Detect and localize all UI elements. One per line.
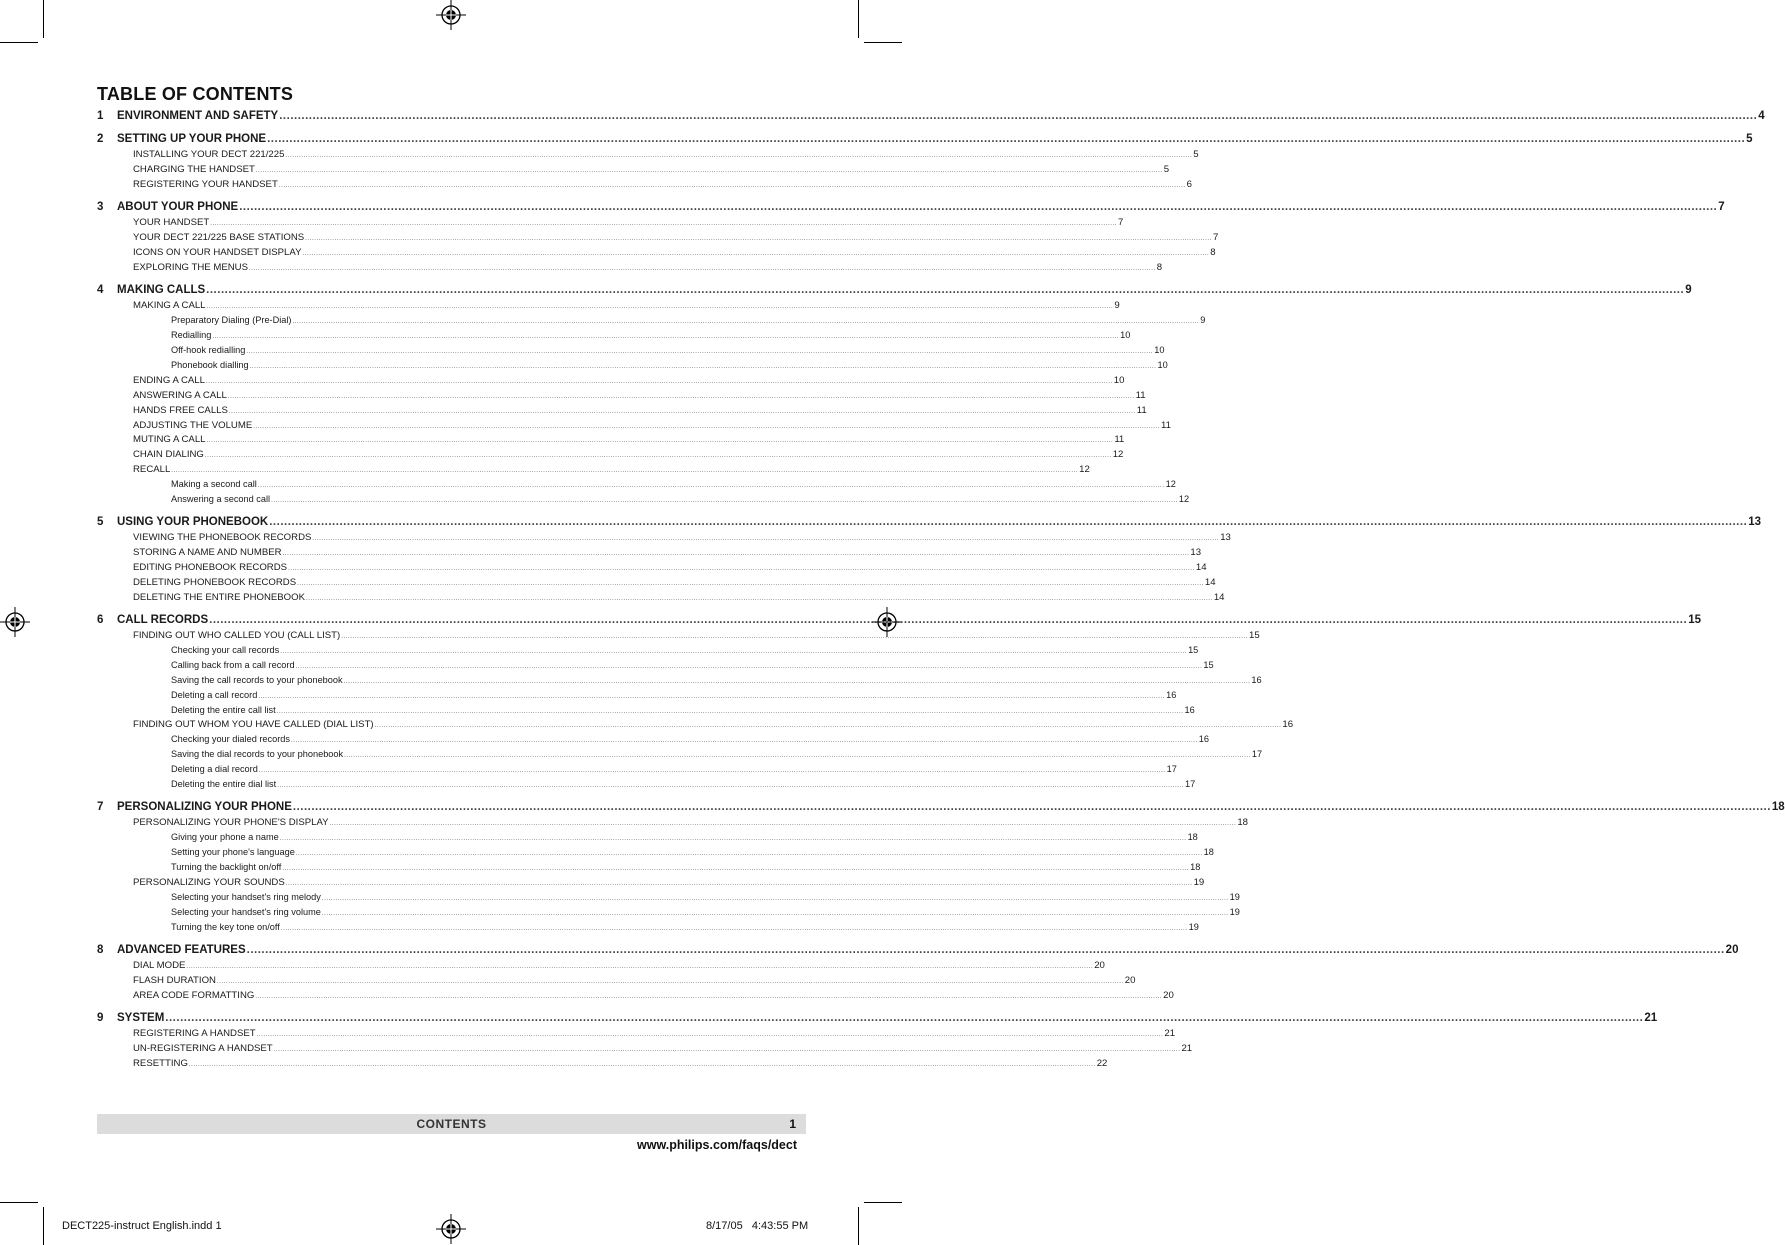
toc-entry-title: INSTALLING YOUR DECT 221/225 [133,149,285,161]
dot-leader: ................................................................................................................................................................................................................................................................................................................................................................................................................ [171,468,1079,475]
toc-entry-title [97,133,266,145]
toc-page-number: 13 [1748,516,1762,529]
dot-leader: ................................................................................................................................................................................................................................................................................................................................................................................................................ [295,851,1203,858]
toc-entry [97,434,1125,449]
toc-entry-title: Checking your dialed records [171,734,290,745]
toc-entry-title: STORING A NAME AND NUMBER [133,547,282,559]
toc-section-number: 3 [97,201,104,214]
dot-leader: ................................................................................................................................................................................................................................................................................................................................................................................................................ [188,1061,1096,1068]
toc-section-entry [97,801,1785,817]
toc-section-title: PERSONALIZING YOUR PHONE [117,801,292,814]
toc-entry-title: Deleting the entire call list [171,704,276,715]
toc-page-number: 15 [1688,614,1701,627]
toc-section-number: 2 [97,133,104,146]
dot-leader: ................................................................................................................................................................................................................................................................................................................................................................................................................ [239,201,1718,214]
toc-entry-title [97,1012,164,1024]
toc-entry [97,1042,1193,1058]
toc-subentry [97,645,1199,660]
toc-page-number: 12 [1165,479,1176,490]
toc-page-number: 10 [1120,330,1131,341]
toc-entry-title: CHAIN DIALING [133,449,204,461]
toc-page-number: 12 [1112,449,1124,461]
crop-mark [43,1207,44,1245]
toc-page-number: 18 [1203,847,1214,858]
crop-mark [0,42,38,43]
crop-mark [864,1202,902,1203]
toc-entry [97,719,1294,734]
table-of-contents [97,110,1785,1073]
toc-entry [97,1057,1108,1073]
dot-leader: ................................................................................................................................................................................................................................................................................................................................................................................................................ [249,363,1157,370]
toc-entry-title: MAKING A CALL [133,300,206,312]
toc-entry-title [97,284,205,296]
toc-page-number: 9 [1685,284,1692,297]
dot-leader: ................................................................................................................................................................................................................................................................................................................................................................................................................ [292,319,1200,326]
toc-entry-title [97,201,238,213]
dot-leader: ................................................................................................................................................................................................................................................................................................................................................................................................................ [341,634,1248,641]
toc-entry-title: VIEWING THE PHONEBOOK RECORDS [133,532,312,544]
toc-entry-title: Saving the dial records to your phonebook [171,749,344,760]
dot-leader: ................................................................................................................................................................................................................................................................................................................................................................................................................ [212,334,1120,341]
toc-section-entry [97,133,1753,149]
crop-mark [864,42,902,43]
crop-mark [43,0,44,38]
toc-subentry [97,493,1190,509]
toc-entry-title: CHARGING THE HANDSET [133,164,255,176]
toc-entry-title: Deleting a dial record [171,764,258,775]
toc-entry-title: ANSWERING A CALL [133,389,227,401]
dot-leader: ................................................................................................................................................................................................................................................................................................................................................................................................................ [279,836,1187,843]
toc-entry-title: Calling back from a call record [171,659,295,670]
toc-section-title: ABOUT YOUR PHONE [117,201,239,214]
toc-entry [97,374,1125,390]
dot-leader: ................................................................................................................................................................................................................................................................................................................................................................................................................ [312,536,1220,543]
toc-entry-title: YOUR DECT 221/225 BASE STATIONS [133,232,305,244]
toc-entry-title [97,801,292,813]
toc-subentry [97,315,1206,330]
toc-entry [97,989,1174,1005]
toc-entry-title: Selecting your handset's ring melody [171,891,321,902]
slug-timestamp: 8/17/05 4:43:55 PM [706,1220,809,1232]
toc-entry [97,591,1225,607]
toc-page-number: 18 [1190,861,1201,872]
section-gap [97,794,783,801]
dot-leader: ................................................................................................................................................................................................................................................................................................................................................................................................................ [246,943,1725,956]
dot-leader: ................................................................................................................................................................................................................................................................................................................................................................................................................ [279,110,1758,122]
dot-leader: ................................................................................................................................................................................................................................................................................................................................................................................................................ [253,423,1161,430]
toc-entry-title: RECALL [133,464,171,476]
toc-section-title: USING YOUR PHONEBOOK [117,516,269,529]
toc-entry [97,247,1216,262]
toc-entry-title: DELETING THE ENTIRE PHONEBOOK [133,591,306,603]
toc-entry [97,419,1171,435]
toc-entry [97,974,1136,990]
toc-subentry [97,734,1210,749]
footer-page-number: 1 [789,1117,796,1131]
dot-leader: ................................................................................................................................................................................................................................................................................................................................................................................................................ [257,483,1165,490]
toc-subentry [97,764,1177,779]
dot-leader: ................................................................................................................................................................................................................................................................................................................................................................................................................ [206,438,1114,445]
dot-leader: ................................................................................................................................................................................................................................................................................................................................................................................................................ [344,753,1251,760]
toc-entry-title [97,110,278,122]
dot-leader: ................................................................................................................................................................................................................................................................................................................................................................................................................ [288,566,1195,573]
toc-entry-title: REGISTERING A HANDSET [133,1027,256,1039]
toc-page-number: 5 [1193,149,1199,161]
toc-entry-title: Answering a second call [171,493,271,504]
dot-leader: ................................................................................................................................................................................................................................................................................................................................................................................................................ [297,580,1204,587]
toc-entry-title: Giving your phone a name [171,832,279,843]
toc-page-number: 19 [1229,906,1240,917]
dot-leader: ................................................................................................................................................................................................................................................................................................................................................................................................................ [204,453,1112,460]
toc-entry-title: Setting your phone's language [171,847,295,858]
toc-page-number: 11 [1135,389,1146,401]
toc-entry-title [97,614,208,626]
dot-leader: ................................................................................................................................................................................................................................................................................................................................................................................................................ [210,221,1118,228]
footer-bar [97,1114,806,1134]
toc-entry-title: ENDING A CALL [133,374,205,386]
toc-page-number: 12 [1178,493,1190,504]
toc-page-number: 17 [1185,779,1196,790]
dot-leader: ................................................................................................................................................................................................................................................................................................................................................................................................................ [186,963,1094,970]
footer-section-label: CONTENTS [416,1117,487,1131]
toc-entry [97,876,1205,892]
toc-page-number: 20 [1124,974,1136,986]
slug-filename: DECT225-instruct English.indd 1 [62,1220,222,1232]
crop-mark [0,1202,38,1203]
toc-page-number: 12 [1079,464,1090,476]
toc-page-number: 10 [1113,374,1125,386]
toc-section-title: SYSTEM [117,1011,165,1024]
dot-leader: ................................................................................................................................................................................................................................................................................................................................................................................................................ [255,993,1163,1000]
dot-leader: ................................................................................................................................................................................................................................................................................................................................................................................................................ [269,516,1748,529]
toc-page-number: 16 [1184,704,1195,715]
toc-entry [97,300,1120,315]
footer-url: www.philips.com/faqs/dect [637,1138,797,1152]
dot-leader: ................................................................................................................................................................................................................................................................................................................................................................................................................ [302,251,1210,258]
toc-section-number: 9 [97,1011,104,1024]
dot-leader: ................................................................................................................................................................................................................................................................................................................................................................................................................ [295,663,1203,670]
toc-entry-title: DIAL MODE [133,959,186,971]
dot-leader: ................................................................................................................................................................................................................................................................................................................................................................................................................ [276,708,1184,715]
section-gap [97,936,783,943]
toc-entry [97,179,1192,194]
toc-page-number: 11 [1161,419,1171,431]
toc-section-title: SETTING UP YOUR PHONE [117,133,267,146]
toc-section-entry [97,284,1692,300]
toc-entry-title: FINDING OUT WHOM YOU HAVE CALLED (DIAL LIST) [133,719,374,731]
toc-subentry [97,359,1168,375]
toc-page-number: 20 [1094,959,1105,971]
dot-leader: ................................................................................................................................................................................................................................................................................................................................................................................................................ [216,978,1124,985]
toc-subentry [97,674,1262,690]
toc-page-number: 14 [1195,562,1207,574]
toc-page-number: 14 [1213,591,1225,603]
toc-entry [97,817,1249,832]
toc-section-entry [97,614,1701,630]
toc-subentry [97,659,1214,675]
dot-leader: ................................................................................................................................................................................................................................................................................................................................................................................................................ [258,693,1166,700]
toc-entry [97,389,1146,405]
toc-subentry [97,704,1195,720]
toc-entry [97,232,1219,247]
toc-subentry [97,847,1214,862]
toc-page-number: 9 [1114,300,1120,312]
toc-page-number: 19 [1188,921,1199,932]
dot-leader: ................................................................................................................................................................................................................................................................................................................................................................................................................ [280,925,1188,932]
dot-leader: ................................................................................................................................................................................................................................................................................................................................................................................................................ [246,349,1154,356]
toc-page-number: 20 [1163,989,1174,1001]
dot-leader: ................................................................................................................................................................................................................................................................................................................................................................................................................ [256,1031,1164,1038]
toc-entry [97,630,1260,645]
toc-page-number: 21 [1164,1027,1176,1039]
toc-section-entry [97,110,1765,126]
toc-subentry [97,345,1165,360]
toc-entry-title: Phonebook dialling [171,359,249,370]
section-gap [97,277,783,284]
toc-entry [97,532,1231,547]
toc-page-number: 15 [1203,659,1214,670]
toc-page-number: 5 [1163,164,1170,176]
toc-page-number: 21 [1644,1011,1658,1024]
dot-leader: ................................................................................................................................................................................................................................................................................................................................................................................................................ [291,738,1198,745]
toc-section-number: 6 [97,614,104,627]
toc-section-number: 1 [97,110,104,122]
dot-leader: ................................................................................................................................................................................................................................................................................................................................................................................................................ [277,783,1185,790]
toc-entry-title [97,944,246,956]
toc-page-number: 18 [1187,832,1198,843]
section-gap [97,607,783,614]
toc-entry-title: HANDS FREE CALLS [133,404,228,416]
toc-page-number: 8 [1210,247,1216,259]
dot-leader: ................................................................................................................................................................................................................................................................................................................................................................................................................ [228,408,1136,415]
toc-page-number: 10 [1157,359,1168,370]
toc-page-number: 17 [1251,749,1263,760]
toc-page-number: 14 [1204,576,1216,588]
page-title: TABLE OF CONTENTS [97,84,294,104]
toc-page-number: 15 [1188,645,1199,655]
toc-entry [97,449,1124,464]
registration-mark-icon [0,607,30,637]
toc-section-title: MAKING CALLS [117,284,206,297]
toc-subentry [97,906,1240,922]
toc-entry-title: Deleting the entire dial list [171,779,277,790]
toc-entry [97,576,1216,592]
section-gap [97,194,783,201]
toc-entry [97,262,1163,277]
toc-section-number: 8 [97,943,104,956]
toc-page-number: 16 [1251,674,1262,685]
toc-section-entry [97,201,1725,217]
toc-entry [97,164,1170,179]
toc-entry-title: ICONS ON YOUR HANDSET DISPLAY [133,247,302,259]
toc-entry-title: Preparatory Dialing (Pre-Dial) [171,315,292,326]
toc-page-number: 9 [1200,315,1206,326]
toc-entry [97,217,1124,232]
toc-page-number: 22 [1096,1057,1108,1069]
toc-entry-title: DELETING PHONEBOOK RECORDS [133,576,297,588]
toc-entry-title: AREA CODE FORMATTING [133,989,255,1001]
toc-entry-title: Selecting your handset's ring volume [171,906,321,917]
dot-leader: ................................................................................................................................................................................................................................................................................................................................................................................................................ [329,821,1237,828]
dot-leader: ................................................................................................................................................................................................................................................................................................................................................................................................................ [292,801,1771,814]
toc-entry [97,1027,1176,1043]
dot-leader: ................................................................................................................................................................................................................................................................................................................................................................................................................ [306,595,1213,602]
dot-leader: ................................................................................................................................................................................................................................................................................................................................................................................................................ [267,133,1746,146]
toc-page-number: 18 [1237,817,1249,829]
toc-section-entry [97,1011,1658,1028]
toc-entry [97,464,1090,479]
dot-leader: ................................................................................................................................................................................................................................................................................................................................................................................................................ [206,304,1114,311]
section-gap [97,509,783,516]
toc-entry-title: Deleting a call record [171,689,258,700]
toc-subentry [97,749,1263,764]
dot-leader: ................................................................................................................................................................................................................................................................................................................................................................................................................ [285,880,1193,887]
toc-entry-title: Making a second call [171,479,257,490]
toc-page-number: 7 [1212,232,1219,244]
toc-entry-title: MUTING A CALL [133,434,206,446]
toc-page-number: 15 [1249,630,1260,642]
toc-section-entry [97,516,1762,532]
toc-page-number: 19 [1229,891,1240,902]
toc-page-number: 8 [1156,262,1163,274]
toc-entry [97,547,1202,562]
crop-mark [858,0,859,38]
dot-leader: ................................................................................................................................................................................................................................................................................................................................................................................................................ [374,723,1282,730]
dot-leader: ................................................................................................................................................................................................................................................................................................................................................................................................................ [280,649,1188,655]
dot-leader: ................................................................................................................................................................................................................................................................................................................................................................................................................ [273,1046,1181,1053]
toc-entry-title: UN-REGISTERING A HANDSET [133,1042,273,1054]
dot-leader: ................................................................................................................................................................................................................................................................................................................................................................................................................ [321,910,1229,917]
toc-page-number: 17 [1166,764,1177,775]
toc-entry-title: Checking your call records [171,645,280,655]
dot-leader: ................................................................................................................................................................................................................................................................................................................................................................................................................ [258,768,1166,775]
toc-page-number: 11 [1114,434,1125,446]
toc-page-number: 13 [1190,547,1202,559]
toc-entry [97,959,1105,975]
toc-entry-title: RESETTING [133,1057,188,1069]
toc-entry [97,149,1199,164]
toc-page-number: 6 [1186,179,1192,191]
toc-section-number: 7 [97,801,104,814]
toc-subentry [97,479,1176,494]
toc-subentry [97,921,1199,937]
registration-mark-icon [436,1214,466,1244]
toc-entry-title: EXPLORING THE MENUS [133,262,248,274]
section-gap [97,126,783,133]
toc-section-title: ENVIRONMENT AND SAFETY [117,110,279,122]
dot-leader: ................................................................................................................................................................................................................................................................................................................................................................................................................ [282,865,1190,872]
dot-leader: ................................................................................................................................................................................................................................................................................................................................................................................................................ [206,284,1685,297]
dot-leader: ................................................................................................................................................................................................................................................................................................................................................................................................................ [227,393,1135,400]
toc-section-title: CALL RECORDS [117,614,209,627]
toc-entry-title: Redialling [171,330,212,341]
toc-page-number: 16 [1198,734,1210,745]
dot-leader: ................................................................................................................................................................................................................................................................................................................................................................................................................ [321,895,1229,902]
dot-leader: ................................................................................................................................................................................................................................................................................................................................................................................................................ [282,551,1190,558]
toc-entry [97,404,1147,420]
crop-mark [858,1207,859,1245]
dot-leader: ................................................................................................................................................................................................................................................................................................................................................................................................................ [255,168,1163,175]
dot-leader: ................................................................................................................................................................................................................................................................................................................................................................................................................ [248,266,1156,273]
toc-entry-title [97,516,268,528]
toc-page-number: 11 [1136,404,1147,416]
toc-entry-title: REGISTERING YOUR HANDSET [133,179,278,191]
toc-entry [97,562,1207,577]
toc-entry-title: Turning the key tone on/off [171,921,280,932]
dot-leader: ................................................................................................................................................................................................................................................................................................................................................................................................................ [205,378,1113,385]
toc-page-number: 10 [1154,345,1165,356]
toc-entry-title: PERSONALIZING YOUR SOUNDS [133,876,285,888]
toc-subentry [97,689,1177,705]
toc-entry-title: Turning the backlight on/off [171,861,282,872]
toc-section-entry [97,943,1739,960]
toc-entry-title: EDITING PHONEBOOK RECORDS [133,562,288,574]
toc-entry-title: Saving the call records to your phonebook [171,674,343,685]
toc-page-number: 19 [1193,876,1205,888]
toc-entry-title: PERSONALIZING YOUR PHONE'S DISPLAY [133,817,329,829]
toc-page-number: 5 [1746,133,1753,146]
toc-page-number: 4 [1758,110,1765,122]
dot-leader: ................................................................................................................................................................................................................................................................................................................................................................................................................ [305,236,1212,243]
toc-section-number: 5 [97,516,104,529]
toc-subentry [97,861,1201,877]
toc-page-number: 16 [1166,689,1177,700]
toc-page-number: 21 [1181,1042,1193,1054]
toc-subentry [97,832,1198,847]
toc-page-number: 7 [1118,217,1124,229]
dot-leader: ................................................................................................................................................................................................................................................................................................................................................................................................................ [343,678,1251,685]
toc-subentry [97,891,1240,907]
toc-entry-title: ADJUSTING THE VOLUME [133,419,253,431]
dot-leader: ................................................................................................................................................................................................................................................................................................................................................................................................................ [165,1011,1644,1024]
toc-entry-title: FINDING OUT WHO CALLED YOU (CALL LIST) [133,630,341,642]
dot-leader: ................................................................................................................................................................................................................................................................................................................................................................................................................ [278,183,1186,190]
toc-subentry [97,779,1196,794]
toc-subentry [97,330,1131,345]
toc-entry-title: YOUR HANDSET [133,217,210,229]
toc-page-number: 20 [1725,943,1739,956]
registration-mark-icon [436,0,466,30]
toc-page-number: 18 [1771,801,1785,814]
section-gap [97,1004,783,1011]
toc-section-title: ADVANCED FEATURES [117,943,246,956]
toc-entry-title: Off-hook redialling [171,345,246,356]
toc-section-number: 4 [97,284,104,297]
dot-leader: ................................................................................................................................................................................................................................................................................................................................................................................................................ [285,153,1193,160]
dot-leader: ................................................................................................................................................................................................................................................................................................................................................................................................................ [209,614,1688,627]
dot-leader: ................................................................................................................................................................................................................................................................................................................................................................................................................ [271,497,1178,504]
toc-page-number: 7 [1718,201,1725,214]
toc-page-number: 16 [1282,719,1294,731]
toc-entry-title: FLASH DURATION [133,974,216,986]
toc-page-number: 13 [1220,532,1231,544]
